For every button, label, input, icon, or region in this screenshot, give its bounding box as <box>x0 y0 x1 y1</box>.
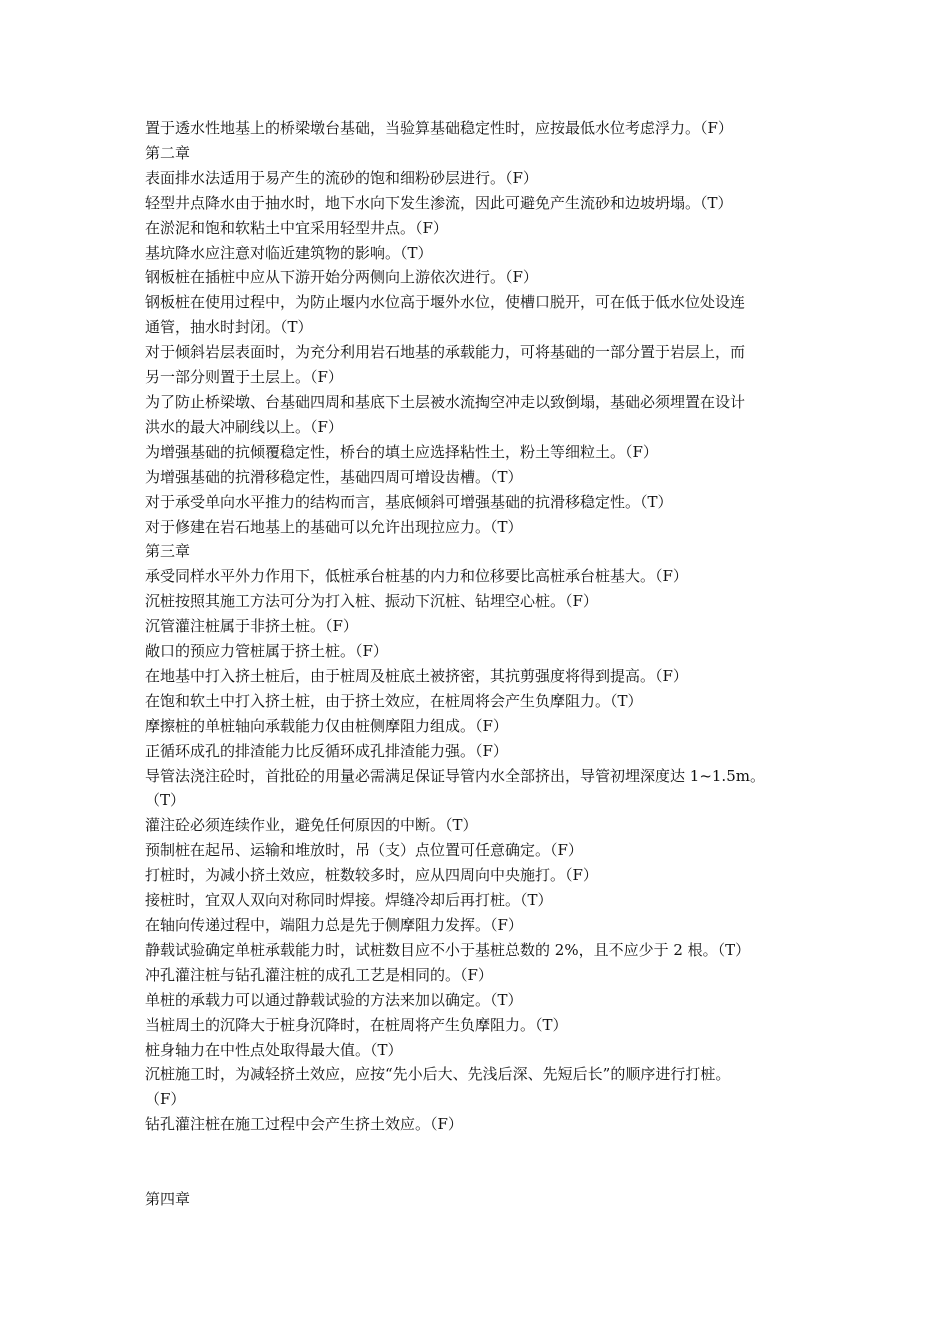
text-line: 为了防止桥梁墩、台基础四周和基底下土层被水流掏空冲走以致倒塌，基础必须埋置在设计 <box>145 392 746 411</box>
text-line: 静载试验确定单桩承载能力时，试桩数目应不小于基桩总数的 2%，且不应少于 2 根。（T） <box>145 940 751 959</box>
text-line: 另一部分则置于土层上。（F） <box>145 368 343 387</box>
document-body <box>145 116 813 1212</box>
text-line: 为增强基础的抗滑移稳定性，基础四周可增设齿槽。（T） <box>145 467 523 486</box>
text-line: 桩身轴力在中性点处取得最大值。（T） <box>145 1040 403 1059</box>
text-line: 导管法浇注砼时，首批砼的用量必需满足保证导管内水全部挤出，导管初埋深度达 1~1.5m。 <box>145 766 765 785</box>
text-line: 对于修建在岩石地基上的基础可以允许出现拉应力。（T） <box>145 517 523 536</box>
text-line: 沉桩按照其施工方法可分为打入桩、振动下沉桩、钻埋空心桩。（F） <box>145 592 598 611</box>
chapter-heading: 第二章 <box>145 143 191 162</box>
text-line: 承受同样水平外力作用下，低桩承台桩基的内力和位移要比高桩承台桩基大。（F） <box>145 567 688 586</box>
text-line: 洪水的最大冲刷线以上。（F） <box>145 417 343 436</box>
text-line: 预制桩在起吊、运输和堆放时，吊（支）点位置可任意确定。（F） <box>145 841 583 860</box>
text-line: 在地基中打入挤土桩后，由于桩周及桩底土被挤密，其抗剪强度将得到提高。（F） <box>145 666 688 685</box>
text-line: 在轴向传递过程中，端阻力总是先于侧摩阻力发挥。（F） <box>145 916 523 934</box>
text-line: 摩擦桩的单桩轴向承载能力仅由桩侧摩阻力组成。（F） <box>145 716 508 735</box>
text-line: 灌注砼必须连续作业，避免任何原因的中断。（T） <box>145 816 478 835</box>
text-line: 钻孔灌注桩在施工过程中会产生挤土效应。（F） <box>145 1115 463 1134</box>
text-line: 置于透水性地基上的桥梁墩台基础，当验算基础稳定性时，应按最低水位考虑浮力。（F） <box>145 119 733 137</box>
text-line: 敞口的预应力管桩属于挤土桩。（F） <box>145 642 388 661</box>
text-line: 正循环成孔的排渣能力比反循环成孔排渣能力强。（F） <box>145 741 508 760</box>
text-line: （F） <box>145 1090 186 1109</box>
text-line: 钢板桩在使用过程中，为防止堰内水位高于堰外水位，使槽口脱开，可在低于低水位处设连 <box>145 293 746 312</box>
text-line: 单桩的承载力可以通过静载试验的方法来加以确定。（T） <box>145 990 523 1009</box>
text-line: 为增强基础的抗倾覆稳定性，桥台的填土应选择粘性土，粉土等细粒土。（F） <box>145 442 658 461</box>
text-line: 打桩时，为减小挤土效应，桩数较多时，应从四周向中央施打。（F） <box>145 866 598 885</box>
text-line: 钢板桩在插桩中应从下游开始分两侧向上游依次进行。（F） <box>145 268 538 287</box>
chapter-heading: 第四章 <box>145 1189 191 1208</box>
text-line: 接桩时，宜双人双向对称同时焊接。焊缝冷却后再打桩。（T） <box>145 891 553 910</box>
text-line: 在淤泥和饱和软粘土中宜采用轻型井点。（F） <box>145 218 448 237</box>
text-line: 冲孔灌注桩与钻孔灌注桩的成孔工艺是相同的。（F） <box>145 965 493 984</box>
text-line: 对于承受单向水平推力的结构而言，基底倾斜可增强基础的抗滑移稳定性。（T） <box>145 492 673 511</box>
text-line: 轻型井点降水由于抽水时，地下水向下发生渗流，因此可避免产生流砂和边坡坍塌。（T） <box>145 193 733 212</box>
blank-space <box>145 1137 813 1187</box>
text-line: 沉桩施工时，为减轻挤土效应，应按“先小后大、先浅后深、先短后长”的顺序进行打桩。 <box>145 1065 731 1084</box>
text-line: 对于倾斜岩层表面时，为充分利用岩石地基的承载能力，可将基础的一部分置于岩层上，而 <box>145 343 746 362</box>
text-line: 通管，抽水时封闭。（T） <box>145 318 313 337</box>
text-line: 表面排水法适用于易产生的流砂的饱和细粉砂层进行。（F） <box>145 168 538 187</box>
text-line: 沉管灌注桩属于非挤土桩。（F） <box>145 617 358 636</box>
text-line: （T） <box>145 791 186 810</box>
text-line: 在饱和软土中打入挤土桩，由于挤土效应，在桩周将会产生负摩阻力。（T） <box>145 691 643 710</box>
chapter-heading: 第三章 <box>145 542 191 561</box>
text-line: 基坑降水应注意对临近建筑物的影响。（T） <box>145 243 433 262</box>
text-line: 当桩周土的沉降大于桩身沉降时，在桩周将产生负摩阻力。（T） <box>145 1015 568 1034</box>
